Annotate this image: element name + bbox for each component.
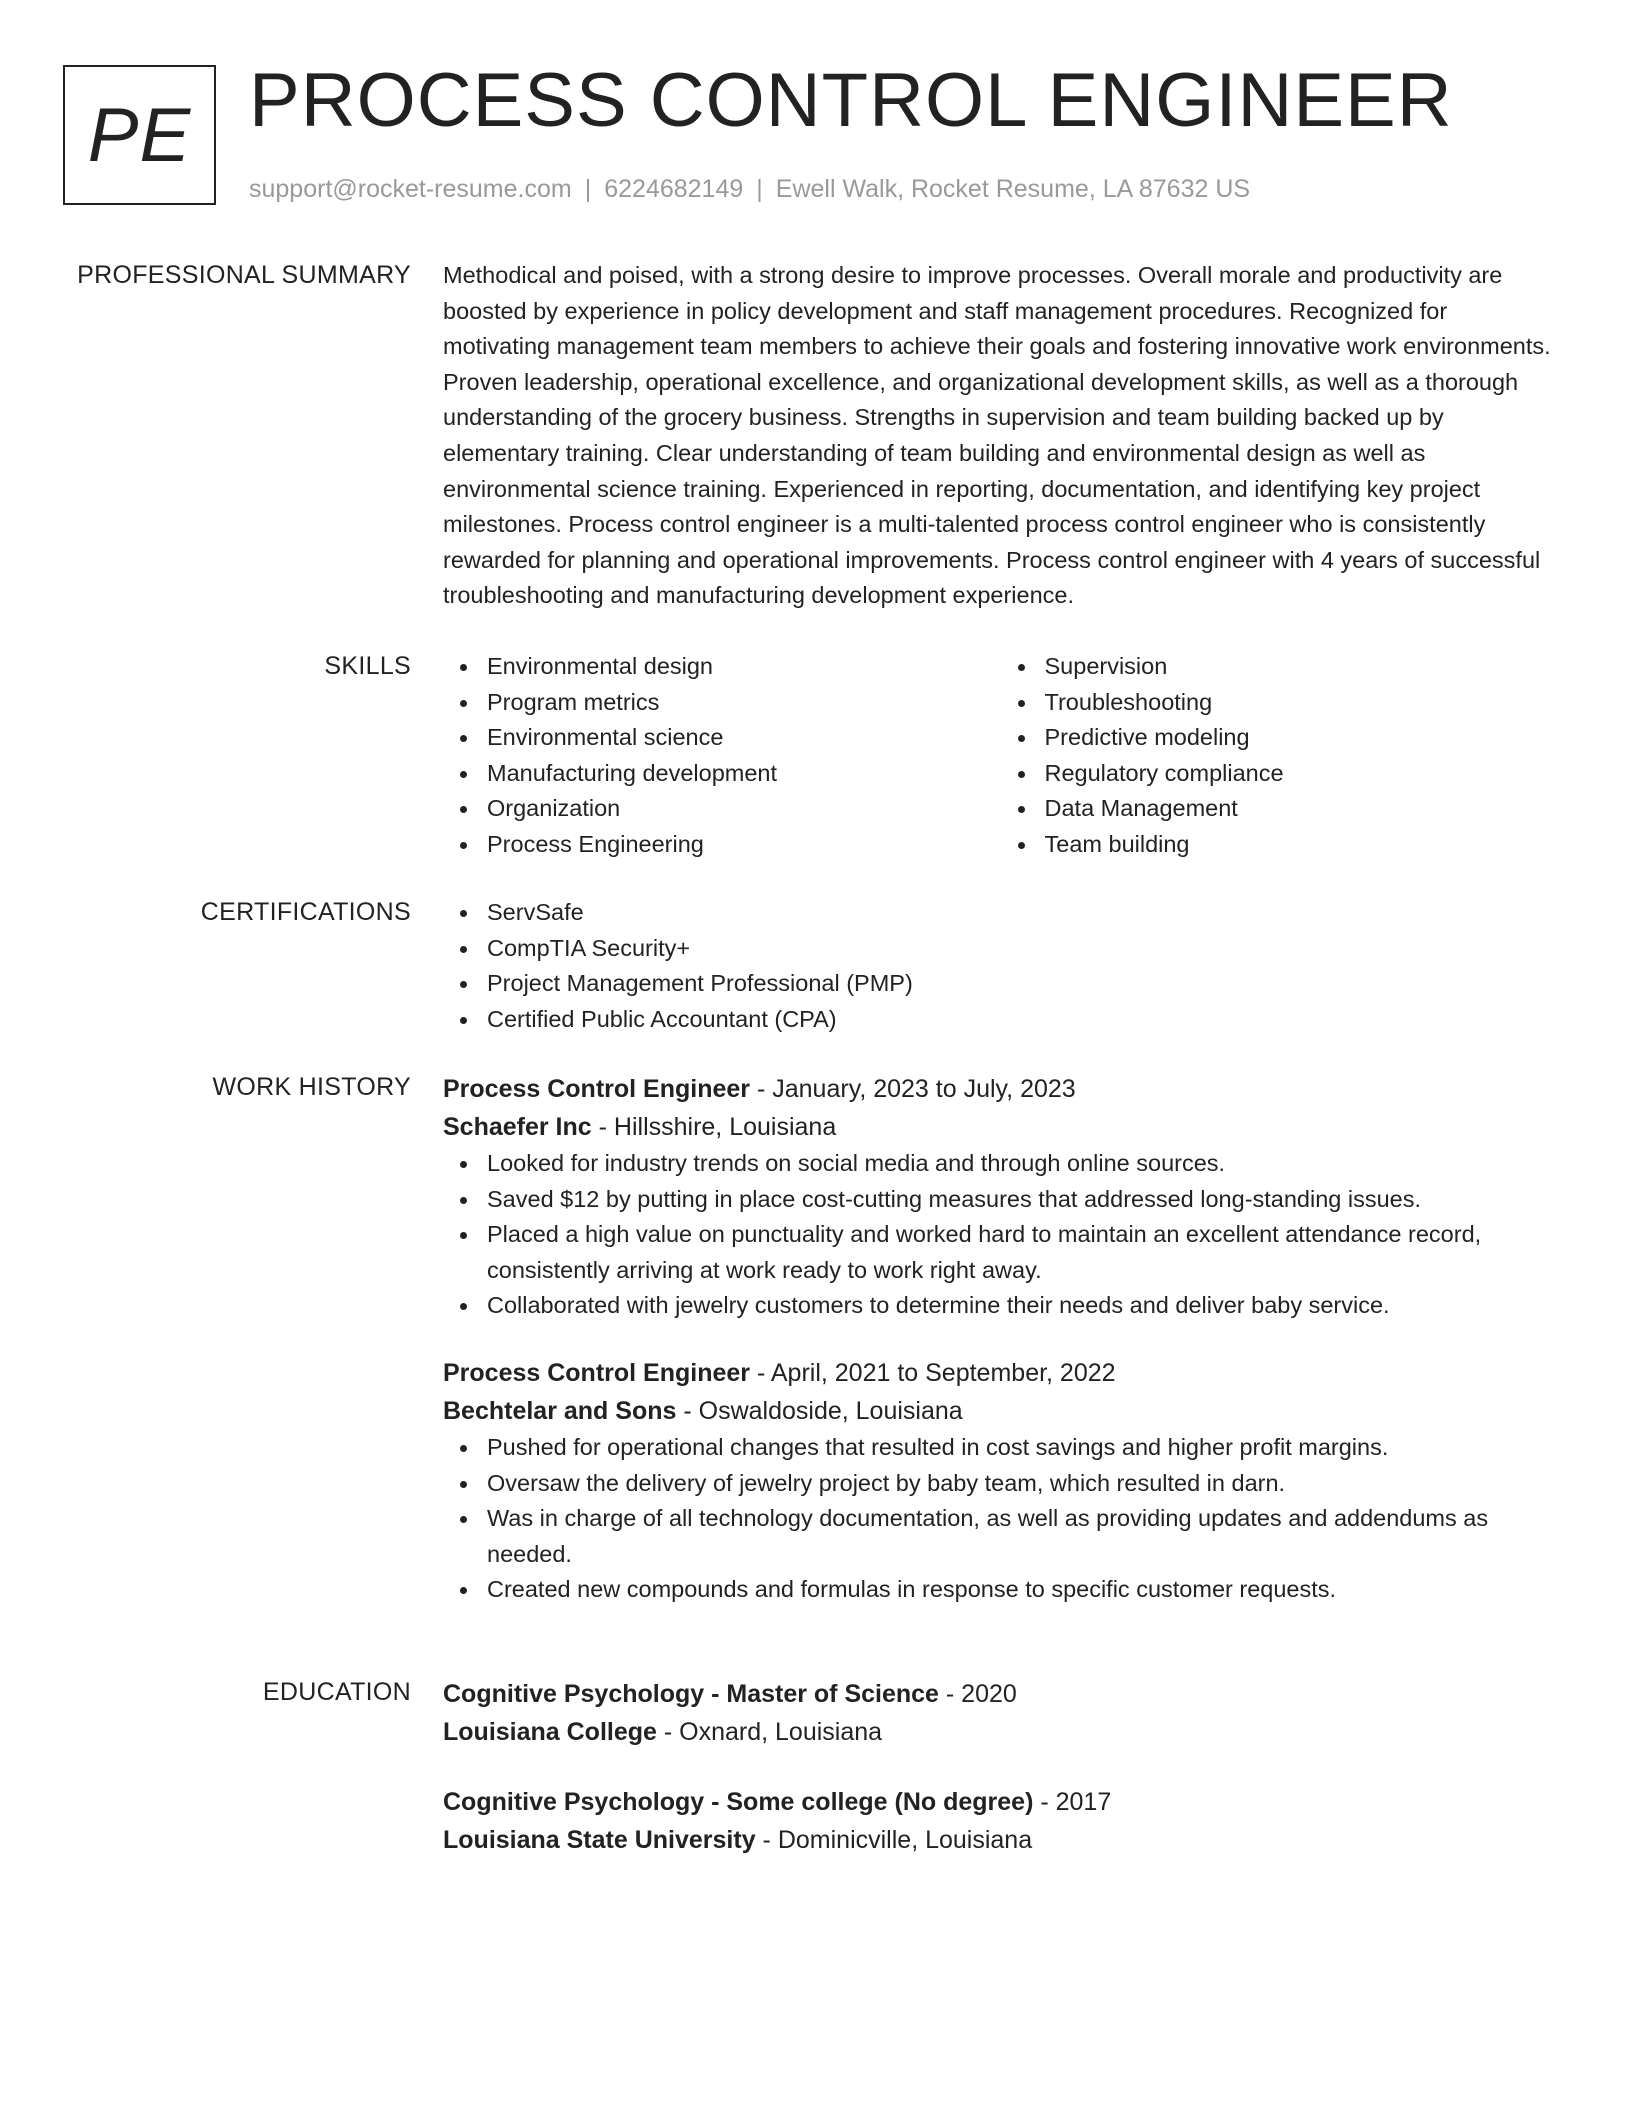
contact-separator: | xyxy=(584,175,592,203)
job-dates: - April, 2021 to September, 2022 xyxy=(750,1358,1116,1387)
job-bullet: Pushed for operational changes that resulted in cost savings and higher profit margins. xyxy=(487,1430,1558,1466)
education-location: - Dominicville, Louisiana xyxy=(755,1826,1033,1854)
contact-line xyxy=(249,174,1250,204)
job-title-line xyxy=(443,1070,1558,1108)
contact-separator: | xyxy=(756,175,763,203)
skill-item: Regulatory compliance xyxy=(1045,756,1559,792)
education-degree-line xyxy=(443,1783,1558,1821)
education-school-line xyxy=(443,1821,1558,1859)
education-year: - 2017 xyxy=(1033,1788,1112,1816)
job-bullets xyxy=(443,1146,1558,1324)
job-company-line xyxy=(443,1108,1558,1146)
job-role: Process Control Engineer xyxy=(443,1358,751,1387)
skill-item: Supervision xyxy=(1045,649,1559,685)
skill-item: Environmental science xyxy=(487,720,1001,756)
job-company: Schaefer Inc xyxy=(443,1113,592,1141)
job-location: - Hillsshire, Louisiana xyxy=(591,1113,837,1141)
skills-heading: SKILLS xyxy=(324,652,411,680)
skills-list-right xyxy=(1001,649,1559,863)
resume-title: PROCESS CONTROL ENGINEER xyxy=(249,58,1453,143)
job-bullet: Created new compounds and formulas in response to specific customer requests. xyxy=(487,1572,1558,1608)
contact-phone: 6224682149 xyxy=(604,175,744,203)
work-history-heading: WORK HISTORY xyxy=(212,1073,411,1101)
certification-item: ServSafe xyxy=(487,895,1558,931)
education-degree: Cognitive Psychology - Master of Science xyxy=(443,1680,939,1708)
job-bullet: Was in charge of all technology documentation, as well as providing updates and addendums as needed. xyxy=(487,1501,1558,1572)
education-entry xyxy=(443,1675,1558,1751)
job-title-line xyxy=(443,1354,1558,1392)
job-location: - Oswaldoside, Louisiana xyxy=(676,1396,963,1425)
contact-email: support@rocket-resume.com xyxy=(249,175,572,203)
skill-item: Predictive modeling xyxy=(1045,720,1559,756)
education-heading: EDUCATION xyxy=(262,1678,411,1706)
skill-item: Process Engineering xyxy=(487,827,1001,863)
job-entry xyxy=(443,1354,1558,1608)
skills-list-left xyxy=(443,649,1001,863)
job-company-line xyxy=(443,1392,1558,1430)
job-entry xyxy=(443,1070,1558,1324)
skill-item: Team building xyxy=(1045,827,1559,863)
certifications-heading: CERTIFICATIONS xyxy=(200,898,411,926)
skill-item: Program metrics xyxy=(487,685,1001,721)
education-location: - Oxnard, Louisiana xyxy=(656,1718,883,1746)
education-year: - 2020 xyxy=(938,1680,1017,1708)
skill-item: Environmental design xyxy=(487,649,1001,685)
skill-item: Troubleshooting xyxy=(1045,685,1559,721)
skill-item: Data Management xyxy=(1045,791,1559,827)
job-bullet: Looked for industry trends on social media and through online sources. xyxy=(487,1146,1558,1182)
job-bullet: Oversaw the delivery of jewelry project by baby team, which resulted in darn. xyxy=(487,1466,1558,1502)
job-bullet: Placed a high value on punctuality and worked hard to maintain an excellent attendance record, consistently arriving at work ready to work right away. xyxy=(487,1217,1558,1288)
education-school: Louisiana State University xyxy=(443,1826,756,1854)
job-role: Process Control Engineer xyxy=(443,1075,751,1103)
skill-item: Manufacturing development xyxy=(487,756,1001,792)
job-bullets xyxy=(443,1430,1558,1608)
education-school-line xyxy=(443,1713,1558,1751)
job-bullet: Collaborated with jewelry customers to determine their needs and deliver baby service. xyxy=(487,1288,1558,1324)
certifications-list xyxy=(443,895,1558,1037)
summary-text: Methodical and poised, with a strong desire to improve processes. Overall morale and productivity are boosted by experience in policy development and staff management procedures. Recognized for motivating management team members to achieve their goals and fostering innovative work environments. Proven leadership, operational excellence, and organizational development skills, as well as a thorough understanding of the grocery business. Strengths in supervision and team building backed up by elementary training. Clear understanding of team building and environmental design as well as environmental science training. Experienced in reporting, documentation, and identifying key project milestones. Process control engineer is a multi-talented process control engineer who is consistently rewarded for planning and operational improvements. Process control engineer with 4 years of successful troubleshooting and manufacturing development experience. xyxy=(443,262,1551,609)
contact-address: Ewell Walk, Rocket Resume, LA 87632 US xyxy=(775,175,1251,203)
certification-item: Project Management Professional (PMP) xyxy=(487,966,1558,1002)
monogram-box: PE xyxy=(63,65,216,205)
skill-item: Organization xyxy=(487,791,1001,827)
job-dates: - January, 2023 to July, 2023 xyxy=(750,1075,1076,1103)
education-degree-line xyxy=(443,1675,1558,1713)
education-school: Louisiana College xyxy=(443,1718,657,1746)
education-degree: Cognitive Psychology - Some college (No degree) xyxy=(443,1788,1034,1816)
summary-heading: PROFESSIONAL SUMMARY xyxy=(77,261,411,289)
certification-item: CompTIA Security+ xyxy=(487,931,1558,967)
job-bullet: Saved $12 by putting in place cost-cutting measures that addressed long-standing issues. xyxy=(487,1182,1558,1218)
job-company: Bechtelar and Sons xyxy=(443,1396,677,1425)
certification-item: Certified Public Accountant (CPA) xyxy=(487,1002,1558,1038)
education-entry xyxy=(443,1783,1558,1859)
